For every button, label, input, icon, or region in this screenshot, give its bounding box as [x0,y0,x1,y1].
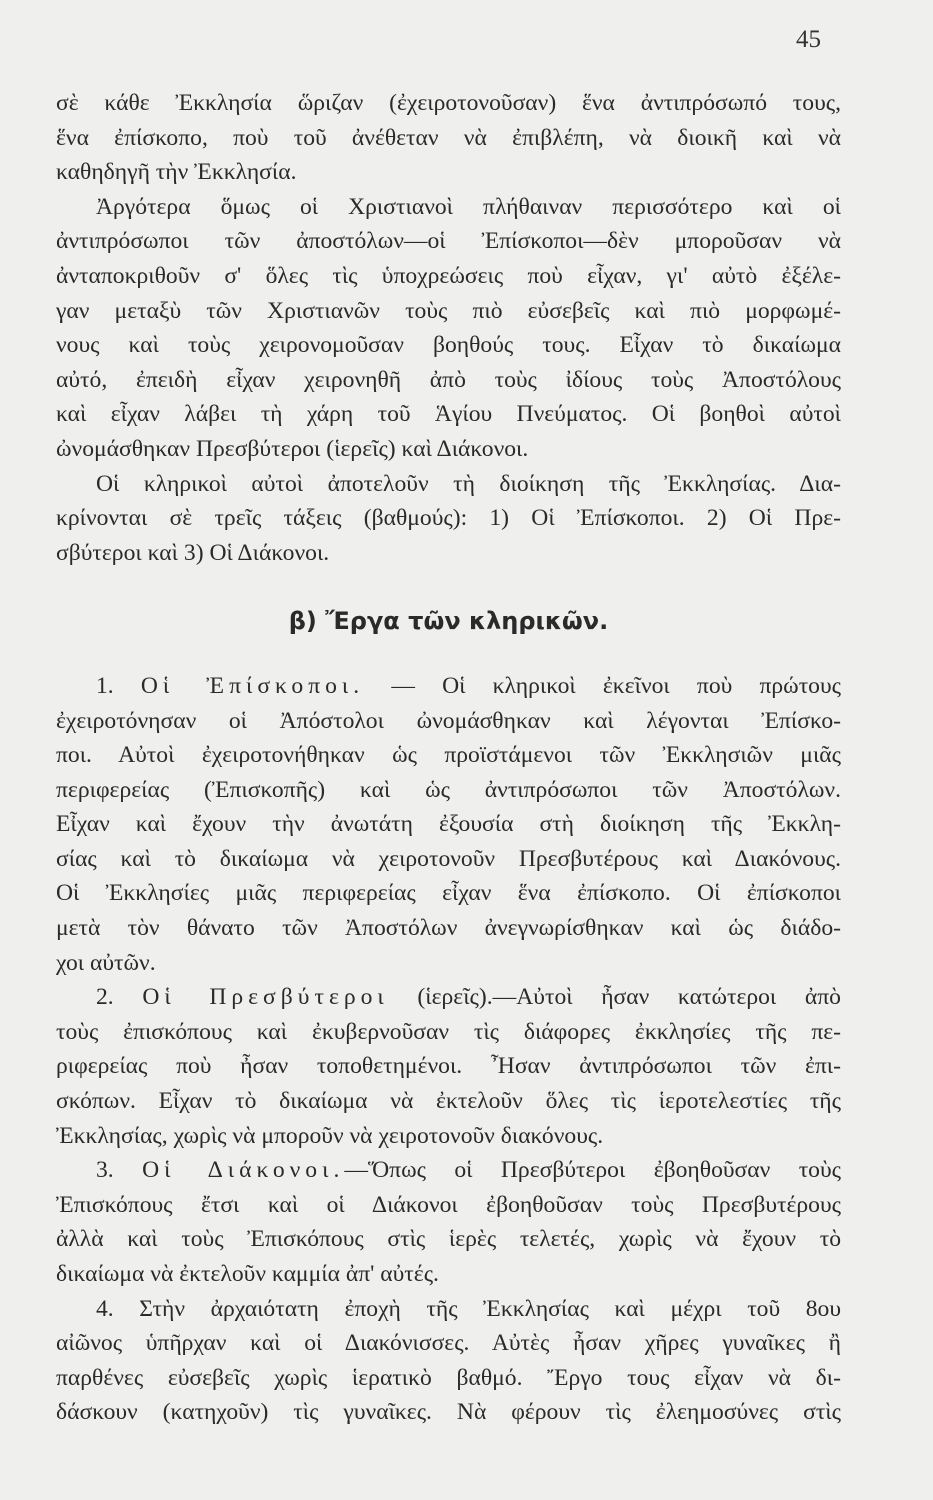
text-line: ριφερείας ποὺ ἦσαν τοποθετημένοι. Ἦσαν ἀντιπρόσωποι τῶν ἐπι- [56,1053,841,1080]
text-line: σκόπων. Εἶχαν τὸ δικαίωμα νὰ ἐκτελοῦν ὅλες τὶς ἱεροτελεστίες τῆς [56,1088,841,1115]
text-line [56,1153,841,1188]
text-line: ἀλλὰ καὶ τοὺς Ἐπισκόπους στὶς ἱερὲς τελετές, χωρὶς νὰ ἔχουν τὸ [56,1226,841,1253]
text-line: χοι αὐτῶν. [56,949,156,976]
term-bishops: Οἱ Ἐπίσκοποι. [140,672,365,699]
text-line: καθηδηγῆ τὴν Ἐκκλησία. [56,159,297,186]
text-line: τοὺς ἐπισκόπους καὶ ἐκυβερνοῦσαν τὶς διάφορες ἐκκλησίες τῆς πε- [56,1018,841,1045]
text-fragment: — Οἱ κληρικοὶ ἐκεῖνοι ποὺ πρώτους [391,672,841,699]
text-line: σίας καὶ τὸ δικαίωμα νὰ χειροτονοῦν Πρεσβυτέρους καὶ Διακόνους. [56,845,841,872]
text-line: αἰῶνος ὑπῆρχαν καὶ οἱ Διακόνισσες. Αὐτὲς ἦσαν χῆρες γυναῖκες ἢ [56,1330,841,1357]
text-fragment: (ἱερεῖς).—Αὐτοὶ ἦσαν κατώτεροι ἀπὸ [417,984,841,1011]
text-line: Εἶχαν καὶ ἔχουν τὴν ἀνωτάτη ἐξουσία στὴ διοίκηση τῆς Ἐκκλη- [56,811,841,838]
text-line: μετὰ τὸν θάνατο τῶν Ἀποστόλων ἀνεγνωρίσθηκαν καὶ ὡς διάδο- [56,915,841,942]
text-line: σβύτεροι καὶ 3) Οἱ Διάκονοι. [56,539,330,566]
text-line: ἀντιπρόσωποι τῶν ἀποστόλων—οἱ Ἐπίσκοποι—δὲν μποροῦσαν νὰ [56,228,841,255]
text-line: αὐτό, ἐπειδὴ εἶχαν χειρονηθῆ ἀπὸ τοὺς ἰδίους τοὺς Ἀποστόλους [56,366,841,393]
body-text [56,86,841,1430]
text-line: παρθένες εὐσεβεῖς χωρὶς ἱερατικὸ βαθμό. Ἔργο τους εἶχαν νὰ δι- [56,1364,841,1391]
text-line: δάσκουν (κατηχοῦν) τὶς γυναῖκες. Νὰ φέρουν τὶς ἐλεημοσύνες στὶς [56,1399,841,1426]
text-line: σὲ κάθε Ἐκκλησία ὥριζαν (ἐχειροτονοῦσαν) ἕνα ἀντιπρόσωπό τους, [56,90,841,116]
page-number: 45 [796,26,821,53]
text-line: ποι. Αὐτοὶ ἐχειροτονήθηκαν ὡς προϊστάμενοι τῶν Ἐκκλησιῶν μιᾶς [56,742,841,769]
text-line: ἐχειροτόνησαν οἱ Ἀπόστολοι ὠνομάσθηκαν καὶ λέγονται Ἐπίσκο- [56,707,841,734]
text-line: 4. Στὴν ἀρχαιότατη ἐποχὴ τῆς Ἐκκλησίας καὶ μέχρι τοῦ 8ου [96,1295,841,1322]
text-line: δικαίωμα νὰ ἐκτελοῦν καμμία ἀπ' αὐτές. [56,1261,439,1287]
term-deacons: Οἱ Διάκονοι. [142,1157,345,1184]
term-number: 1. [96,672,114,699]
text-line: νους καὶ τοὺς χειρονομοῦσαν βοηθούς τους. Εἶχαν τὸ δικαίωμα [56,332,841,359]
text-line: Ἀργότερα ὅμως οἱ Χριστιανοὶ πλήθαιναν περισσότερο καὶ οἱ [96,193,841,220]
text-line: Ἐκκλησίας, χωρὶς νὰ μποροῦν νὰ χειροτονοῦν διακόνους. [56,1122,604,1149]
text-line: γαν μεταξὺ τῶν Χριστιανῶν τοὺς πιὸ εὐσεβεῖς καὶ πιὸ μορφωμέ- [56,297,841,324]
text-line [56,980,841,1015]
section-heading: β) Ἔργα τῶν κληρικῶν. [288,607,609,636]
text-line: ἀνταποκριθοῦν σ' ὅλες τὶς ὑποχρεώσεις ποὺ εἶχαν, γι' αὐτὸ ἐξέλε- [56,262,841,289]
text-fragment: —Ὅπως οἱ Πρεσβύτεροι ἐβοηθοῦσαν τοὺς [344,1157,841,1184]
term-number: 2. [96,984,114,1011]
term-number: 3. [96,1157,114,1184]
text-line: Οἱ Ἐκκλησίες μιᾶς περιφερείας εἶχαν ἕνα ἐπίσκοπο. Οἱ ἐπίσκοποι [56,880,841,907]
text-line: περιφερείας (Ἐπισκοπῆς) καὶ ὡς ἀντιπρόσωποι τῶν Ἀποστόλων. [56,776,841,803]
text-line: Ἐπισκόπους ἔτσι καὶ οἱ Διάκονοι ἐβοηθοῦσαν τοὺς Πρεσβυτέρους [56,1191,841,1218]
text-line: κρίνονται σὲ τρεῖς τάξεις (βαθμούς): 1) Οἱ Ἐπίσκοποι. 2) Οἱ Πρε- [56,505,841,532]
text-line: ὠνομάσθηκαν Πρεσβύτεροι (ἱερεῖς) καὶ Διάκονοι. [56,435,529,462]
term-presbyters: Οἱ Πρεσβύτεροι [142,984,389,1011]
text-line: ἕνα ἐπίσκοπο, ποὺ τοῦ ἀνέθεταν νὰ ἐπιβλέπη, νὰ διοικῆ καὶ νὰ [56,124,841,151]
text-line: Οἱ κληρικοὶ αὐτοὶ ἀποτελοῦν τὴ διοίκηση τῆς Ἐκκλησίας. Δια- [96,470,841,497]
text-line [56,669,841,704]
text-line: καὶ εἶχαν λάβει τὴ χάρη τοῦ Ἁγίου Πνεύματος. Οἱ βοηθοὶ αὐτοὶ [56,401,841,428]
